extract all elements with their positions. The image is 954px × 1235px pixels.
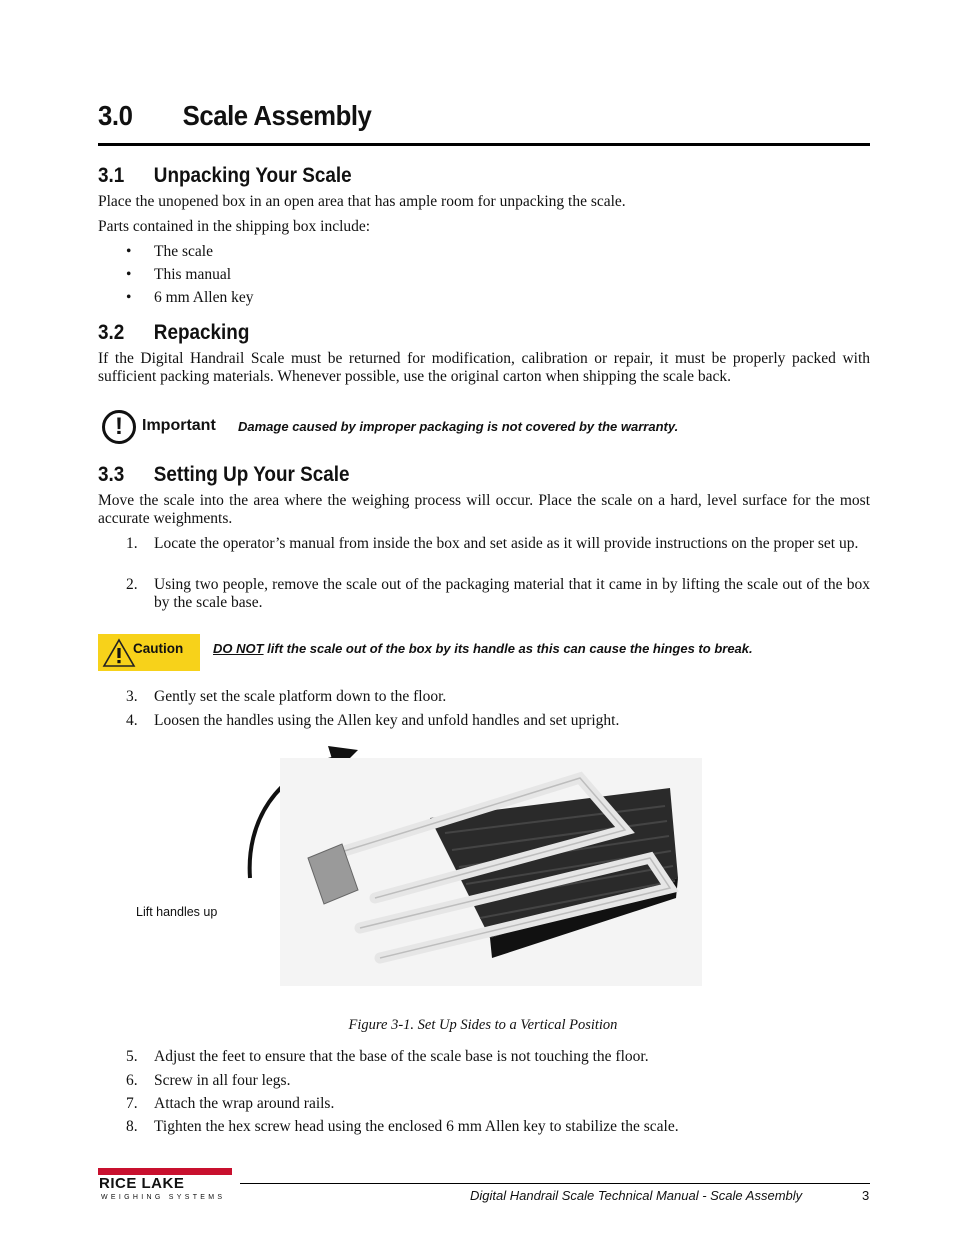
caution-emphasis: DO NOT [213,641,264,656]
list-item: 3. Gently set the scale platform down to the floor. [126,688,447,705]
caution-label: Caution [133,641,184,656]
list-item: 7. Attach the wrap around rails. [126,1095,335,1112]
chapter-number: 3.0 [98,100,133,131]
exclamation-circle-icon: ! [102,410,136,444]
list-item: 1. Locate the operator’s manual from inside the box and set aside as it will provide instructions on the proper set up. [126,535,859,552]
important-note-text: Damage caused by improper packaging is not covered by the warranty. [238,419,679,434]
section-number: 3.1 [98,164,125,187]
caution-text: lift the scale out of the box by its handle as this can cause the hinges to break. [263,641,753,656]
page-number: 3 [862,1188,870,1203]
list-item: 5. Adjust the feet to ensure that the base of the scale base is not touching the floor. [126,1048,649,1065]
section-title: Setting Up Your Scale [153,463,350,486]
list-item: 4. Loosen the handles using the Allen key and unfold handles and set upright. [126,712,620,729]
section-heading-setup [98,463,349,487]
figure-caption: Figure 3-1. Set Up Sides to a Vertical Position [348,1017,618,1033]
chapter-heading [98,100,371,132]
chapter-rule [98,143,870,146]
list-item: • The scale [126,243,213,260]
footer-title: Digital Handrail Scale Technical Manual - Scale Assembly [470,1188,803,1203]
paragraph: Place the unopened box in an open area that has ample room for unpacking the scale. [98,193,626,210]
footer-rule [240,1183,870,1184]
paragraph: Parts contained in the shipping box include: [98,218,371,235]
logo-subtitle: WEIGHING SYSTEMS [101,1194,226,1201]
scale-illustration [280,758,702,986]
bullet-icon: • [126,243,132,260]
list-item: • 6 mm Allen key [126,289,254,306]
list-item: 8. Tighten the hex screw head using the enclosed 6 mm Allen key to stabilize the scale. [126,1118,679,1135]
list-item: • This manual [126,266,232,283]
paragraph: If the Digital Handrail Scale must be returned for modification, calibration or repair, it must be properly packed with sufficient packing materials. Whenever possible, use the original carton when shipping the scale back. [98,350,870,385]
logo-wordmark: RICE LAKE [99,1175,185,1192]
bullet-icon: • [126,266,132,283]
section-number: 3.3 [98,463,125,486]
paragraph: Move the scale into the area where the weighing process will occur. Place the scale on a hard, level surface for the most accurate weighments. [98,492,870,527]
list-item: 2. Using two people, remove the scale out of the packaging material that it came in by lifting the scale out of the box by the scale base. [126,576,870,611]
caution-note [213,641,753,656]
figure-callout: Lift handles up [136,905,218,919]
section-heading-repacking [98,321,249,345]
section-title: Unpacking Your Scale [153,164,352,187]
section-title: Repacking [153,321,250,344]
section-number: 3.2 [98,321,125,344]
important-label: Important [142,417,216,434]
logo-bar [98,1168,232,1175]
bullet-icon: • [126,289,132,306]
section-heading-unpacking [98,164,352,188]
chapter-title: Scale Assembly [182,100,372,131]
list-item: 6. Screw in all four legs. [126,1072,291,1089]
warning-triangle-icon [102,638,136,668]
